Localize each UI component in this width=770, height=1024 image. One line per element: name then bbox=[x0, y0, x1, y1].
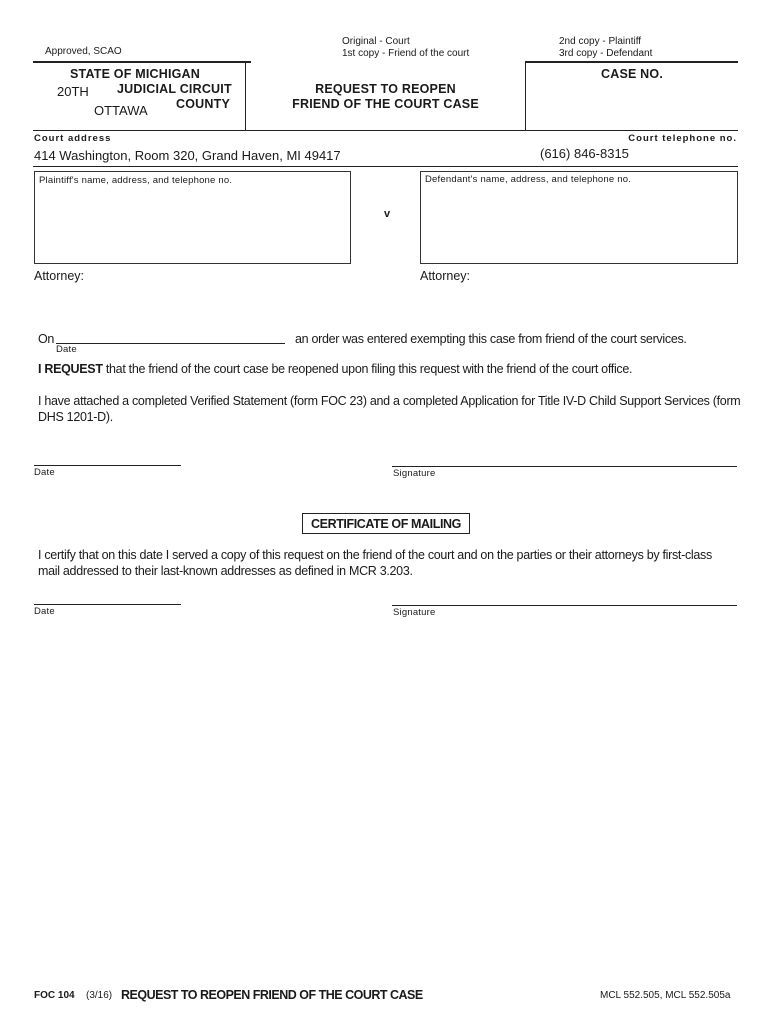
county-name[interactable]: OTTAWA bbox=[94, 103, 148, 118]
form-title-line2: FRIEND OF THE COURT CASE bbox=[292, 97, 479, 111]
form-title-line1: REQUEST TO REOPEN bbox=[315, 82, 456, 96]
court-address-value[interactable]: 414 Washington, Room 320, Grand Haven, MI 49417 bbox=[34, 148, 341, 163]
defendant-attorney-label: Attorney: bbox=[420, 269, 471, 283]
circuit-label: JUDICIAL CIRCUIT bbox=[117, 82, 232, 96]
on-date-line[interactable] bbox=[56, 343, 285, 344]
plaintiff-label: Plaintiff's name, address, and telephone no. bbox=[39, 175, 233, 186]
footer-form-title: REQUEST TO REOPEN FRIEND OF THE COURT CASE bbox=[121, 988, 423, 1002]
footer-form-code: FOC 104 bbox=[34, 990, 75, 1001]
header-bottom-rule bbox=[33, 130, 738, 131]
certificate-date-label: Date bbox=[34, 606, 55, 617]
request-rest: that the friend of the court case be reopened upon filing this request with the friend of the court office. bbox=[102, 362, 633, 376]
footer-revision: (3/16) bbox=[86, 990, 113, 1001]
attached-line2: DHS 1201-D). bbox=[38, 410, 113, 424]
defendant-box[interactable] bbox=[420, 171, 738, 264]
approved-scao: Approved, SCAO bbox=[45, 46, 122, 57]
request-signature-label: Signature bbox=[393, 468, 436, 479]
request-signature-line[interactable] bbox=[392, 466, 737, 467]
case-no-field[interactable] bbox=[530, 84, 734, 128]
copy-second: 2nd copy - Plaintiff bbox=[559, 36, 642, 47]
plaintiff-attorney-label: Attorney: bbox=[34, 269, 85, 283]
top-rule-right bbox=[525, 61, 738, 63]
footer-statute: MCL 552.505, MCL 552.505a bbox=[600, 990, 731, 1001]
certificate-line1: I certify that on this date I served a copy of this request on the friend of the court and on the parties or their attorneys by first-class bbox=[38, 548, 712, 562]
on-date-label: Date bbox=[56, 344, 77, 355]
certificate-heading: CERTIFICATE OF MAILING bbox=[311, 517, 461, 531]
copy-first: 1st copy - Friend of the court bbox=[342, 48, 470, 59]
request-date-line[interactable] bbox=[34, 465, 181, 466]
address-bottom-rule bbox=[33, 166, 738, 167]
certificate-line2: mail addressed to their last-known addresses as defined in MCR 3.203. bbox=[38, 564, 413, 578]
request-paragraph bbox=[38, 362, 632, 376]
state-name: STATE OF MICHIGAN bbox=[70, 67, 201, 81]
top-rule-left bbox=[33, 61, 251, 63]
certificate-signature-label: Signature bbox=[393, 607, 436, 618]
court-address-label: Court address bbox=[34, 133, 112, 144]
court-phone-label: Court telephone no. bbox=[628, 133, 737, 144]
county-label: COUNTY bbox=[176, 97, 230, 111]
versus-mark: v bbox=[384, 208, 391, 220]
circuit-number[interactable]: 20TH bbox=[57, 84, 89, 99]
certificate-signature-line[interactable] bbox=[392, 605, 737, 606]
attached-line1: I have attached a completed Verified Statement (form FOC 23) and a completed Application for Title IV-D Child Support Services (form bbox=[38, 394, 741, 408]
plaintiff-box[interactable] bbox=[34, 171, 351, 264]
copy-original: Original - Court bbox=[342, 36, 410, 47]
request-date-label: Date bbox=[34, 467, 55, 478]
defendant-label: Defendant's name, address, and telephone no. bbox=[425, 174, 632, 185]
certificate-date-line[interactable] bbox=[34, 604, 181, 605]
order-text: an order was entered exempting this case from friend of the court services. bbox=[295, 332, 687, 346]
court-phone-value[interactable]: (616) 846-8315 bbox=[540, 146, 629, 161]
certificate-heading-box bbox=[302, 513, 470, 534]
case-no-label: CASE NO. bbox=[600, 67, 664, 81]
copy-third: 3rd copy - Defendant bbox=[559, 48, 653, 59]
request-bold: I REQUEST bbox=[38, 362, 103, 376]
on-prefix: On bbox=[38, 332, 55, 346]
